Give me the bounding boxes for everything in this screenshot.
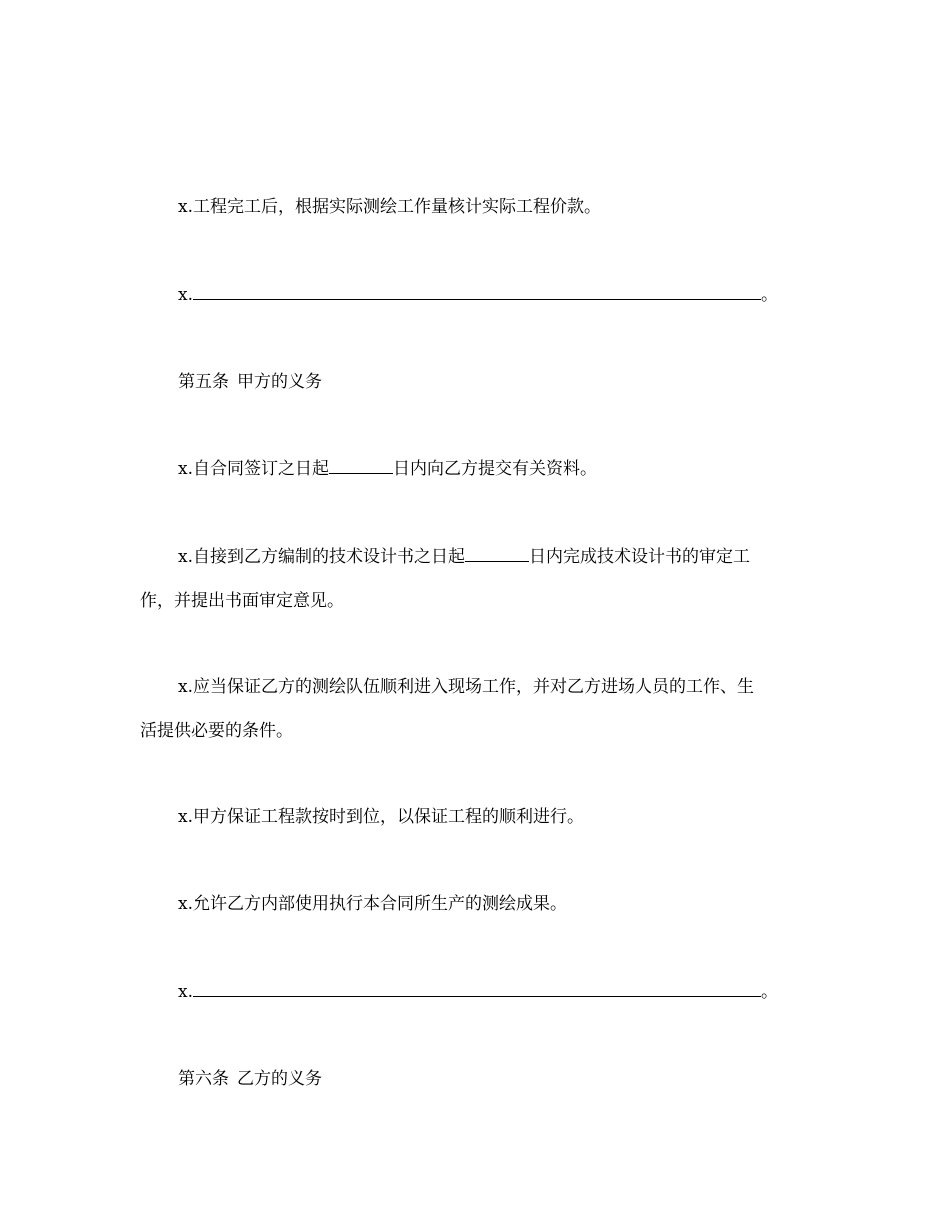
paragraph-text-before: x.自合同签订之日起: [178, 459, 329, 479]
paragraph-internal-use: [140, 882, 858, 926]
article-title: 甲方的义务: [237, 372, 322, 392]
fill-in-blank[interactable]: [193, 281, 761, 300]
paragraph-design-review: [140, 535, 820, 623]
paragraph-text-line2: 活提供必要的条件。: [140, 721, 293, 741]
paragraph-completion-price: [140, 185, 858, 229]
paragraph-site-access: [140, 665, 820, 753]
article-heading-six: [140, 1057, 858, 1101]
item-suffix: 。: [761, 285, 778, 305]
paragraph-text: x.工程完工后，根据实际测绘工作量核计实际工程价款。: [178, 197, 601, 217]
paragraph-payment: [140, 795, 858, 839]
paragraph-text-before: x.自接到乙方编制的技术设计书之日起: [178, 547, 465, 567]
paragraph-text: x.甲方保证工程款按时到位，以保证工程的顺利进行。: [178, 807, 584, 827]
paragraph-text-after: 日内完成技术设计书的审定工: [529, 547, 750, 567]
paragraph-blank-item: [140, 970, 858, 1014]
paragraph-text-after: 日内向乙方提交有关资料。: [393, 459, 597, 479]
item-prefix: x.: [178, 982, 193, 1002]
days-blank[interactable]: [329, 455, 393, 474]
paragraph-blank-item: [140, 273, 858, 317]
item-suffix: 。: [761, 982, 778, 1002]
article-label: 第五条: [178, 372, 229, 392]
fill-in-blank[interactable]: [193, 978, 761, 997]
article-heading-five: [140, 360, 858, 404]
paragraph-text-line2: 作，并提出书面审定意见。: [140, 591, 344, 611]
article-title: 乙方的义务: [237, 1069, 322, 1089]
paragraph-submit-materials: [140, 447, 858, 491]
paragraph-text-line1: x.应当保证乙方的测绘队伍顺利进入现场工作，并对乙方进场人员的工作、生: [178, 677, 754, 697]
paragraph-text: x.允许乙方内部使用执行本合同所生产的测绘成果。: [178, 894, 567, 914]
days-blank[interactable]: [465, 543, 529, 562]
article-label: 第六条: [178, 1069, 229, 1089]
item-prefix: x.: [178, 285, 193, 305]
